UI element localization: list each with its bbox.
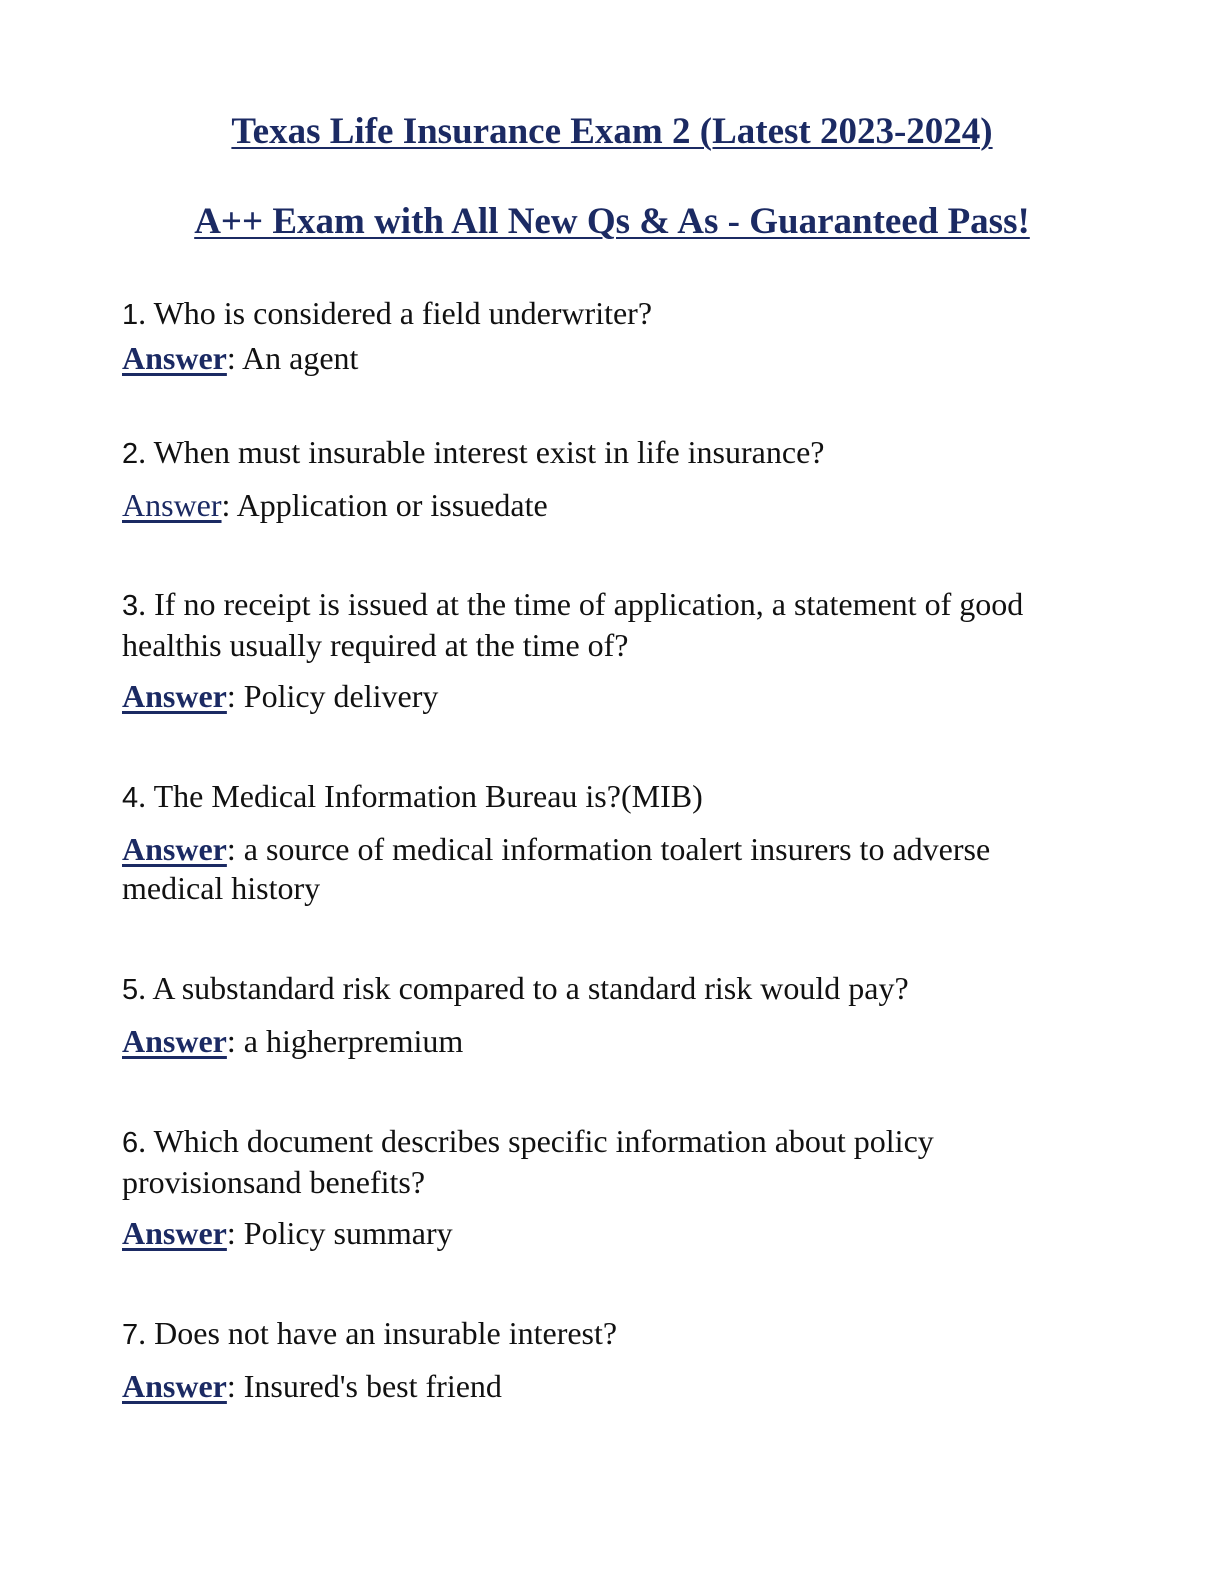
qa-item-3 (122, 585, 1092, 716)
document-title: Texas Life Insurance Exam 2 (Latest 2023-2024) (231, 111, 993, 152)
question: 6. Which document describes specific information about policy provisionsand benefits? (122, 1123, 934, 1200)
answer-label: Answer (122, 1023, 227, 1059)
answer: Answer: Policy delivery (122, 678, 439, 714)
answer-label: Answer (122, 340, 227, 376)
answer-label: Answer (122, 1368, 227, 1404)
answer-label: Answer (122, 487, 222, 523)
qa-item-6 (122, 1122, 1092, 1253)
answer-label: Answer (122, 831, 227, 867)
question: 3. If no receipt is issued at the time of application, a statement of good healthis usually required at the time of? (122, 586, 1024, 663)
answer: Answer: An agent (122, 340, 359, 376)
qa-item-2 (122, 433, 1092, 525)
qa-item-1 (122, 294, 1092, 378)
answer: Answer: Application or issuedate (122, 487, 548, 523)
answer: Answer: Insured's best friend (122, 1368, 502, 1404)
qa-item-4 (122, 777, 1092, 908)
qa-item-5 (122, 969, 1092, 1061)
question: 2. When must insurable interest exist in life insurance? (122, 434, 825, 470)
question: 4. The Medical Information Bureau is?(MIB) (122, 778, 703, 814)
answer: Answer: a higherpremium (122, 1023, 464, 1059)
answer-label: Answer (122, 678, 227, 714)
qa-item-7 (122, 1314, 1092, 1406)
question: 5. A substandard risk compared to a standard risk would pay? (122, 970, 909, 1006)
document-subtitle: A++ Exam with All New Qs & As - Guaranteed Pass! (194, 201, 1030, 242)
answer-label: Answer (122, 1215, 227, 1251)
question: 7. Does not have an insurable interest? (122, 1315, 618, 1351)
answer: Answer: a source of medical information toalert insurers to adverse medical history (122, 831, 991, 906)
question: 1. Who is considered a field underwriter? (122, 295, 653, 331)
answer: Answer: Policy summary (122, 1215, 453, 1251)
